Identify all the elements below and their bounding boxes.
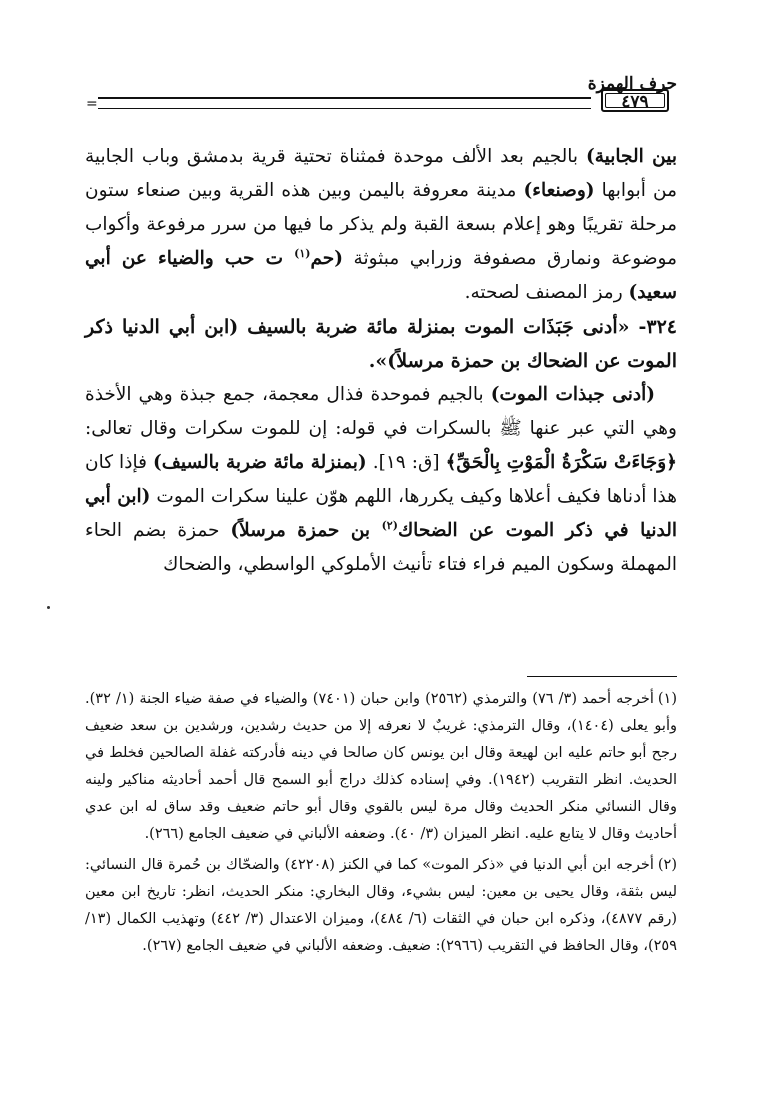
margin-dot: [47, 606, 50, 609]
footnote-separator: [527, 676, 677, 677]
footnote-1: (١)أخرجه أحمد (٣/ ٧٦) والترمذي (٢٥٦٢) وابن حبان (٧٤٠١) والضياء في صفة ضياء الجنة (١/ ٣٢). وأبو يعلى (١٤٠٤)، وقال الترمذي: غريبٌ لا نعرفه إلا من حديث رشدين، ورشدين بن سعد ضعيف رجح أبو حاتم عليه ابن لهيعة وقال ابن يونس كان صالحا في دينه فأدركته غفلة الصالحين فخلط في الحديث. انظر التقريب (١٩٤٢). وفي إسناده كذلك دراج أبو السمح قال أحمد أحاديثه مناكير ولينه وقال النسائي منكر الحديث وقال مرة ليس بالقوي وقال أبو حاتم ضعيف وقد ساق له ابن عدي أحاديث وقال لا يتابع عليه. انظر الميزان (٣/ ٤٠). وضعفه الألباني في ضعيف الجامع (٢٦٦).: [85, 691, 678, 842]
term-sanaa: (وصنعاء): [523, 180, 595, 201]
footnotes: [85, 686, 677, 964]
paragraph-1: بين الجابية) بالجيم بعد الألف موحدة فمثناة تحتية قرية بدمشق وباب الجابية من أبوابها (وصنعاء) مدينة معروفة باليمن وبين هذه القرية وبين صنعاء ستون مرحلة تقريبًا وهو إعلام بسعة القبة ولم يذكر ما فيها من سرر مرفوعة وأكواب موضوعة ونمارق مصفوفة وزرابي مبثوثة (حم$^{(١)}$ ت حب والضياء عن أبي سعيد) رمز المصنف لصحته.: [85, 146, 677, 303]
term-jabadhat: (أدنى جبذات الموت): [490, 384, 655, 405]
source-codes: (حم$^{(١)}$ ت حب والضياء عن أبي سعيد): [85, 246, 677, 303]
header-rule: [98, 97, 591, 109]
hadith-324: ٣٢٤- «أدنى جَبَذَات الموت بمنزلة مائة ضربة بالسيف (ابن أبي الدنيا ذكر الموت عن الضحاك بن حمزة مرسلاً)».: [85, 316, 677, 372]
main-text: [85, 140, 677, 582]
paragraph-2: (أدنى جبذات الموت) بالجيم فموحدة فذال معجمة، جمع جبذة وهي الأخذة وهي التي عبر عنها ﷺ بالسكرات في قوله: إن للموت سكرات وقال تعالى: ﴿وَجَاءَتْ سَكْرَةُ الْمَوْتِ بِالْحَقِّ﴾ [ق: ١٩]. (بمنزلة مائة ضربة بالسيف) فإذا كان هذا أدناها فكيف أعلاها وكيف يكررها، اللهم هوّن علينا سكرات الموت (ابن أبي الدنيا في ذكر الموت عن الضحاك$^{(٢)}$ بن حمزة مرسلاً) حمزة بضم الحاء المهملة وسكون الميم فراء فتاء تأنيث الأملوكي الواسطي، والضحاك: [85, 384, 678, 575]
quran-verse: ﴿وَجَاءَتْ سَكْرَةُ الْمَوْتِ بِالْحَقِّ﴾: [445, 452, 678, 473]
footnote-ref-2[interactable]: (٢): [381, 518, 398, 532]
header-rule-end-mark: =: [86, 96, 98, 112]
source-attribution: (ابن أبي الدنيا في ذكر الموت عن الضحاك$^{(٢)}$ بن حمزة مرسلاً): [85, 486, 678, 541]
footnote-ref-1[interactable]: (١): [294, 246, 311, 260]
running-title: حرف الهمزة: [587, 74, 677, 94]
term-mia-darba: (بمنزلة مائة ضربة بالسيف): [152, 452, 367, 473]
page-number: ٤٧٩: [601, 89, 669, 112]
term-al-jabiya: بين الجابية): [585, 146, 677, 167]
footnote-2: (٢)أخرجه ابن أبي الدنيا في «ذكر الموت» كما في الكنز (٤٢٢٠٨) والضحّاك بن حُمرة قال النسائي: ليس بثقة، وقال يحيى بن معين: ليس بشيء، وقال البخاري: منكر الحديث، انظر: تاريخ ابن معين (رقم ٤٨٧٧)، وذكره ابن حبان في الثقات (٦/ ٤٨٤)، وميزان الاعتدال (٣/ ٤٤٢) وتهذيب الكمال (١٣/ ٢٥٩)، وقال الحافظ في التقريب (٢٩٦٦): ضعيف. وضعفه الألباني في ضعيف الجامع (٢٦٧).: [85, 857, 677, 954]
